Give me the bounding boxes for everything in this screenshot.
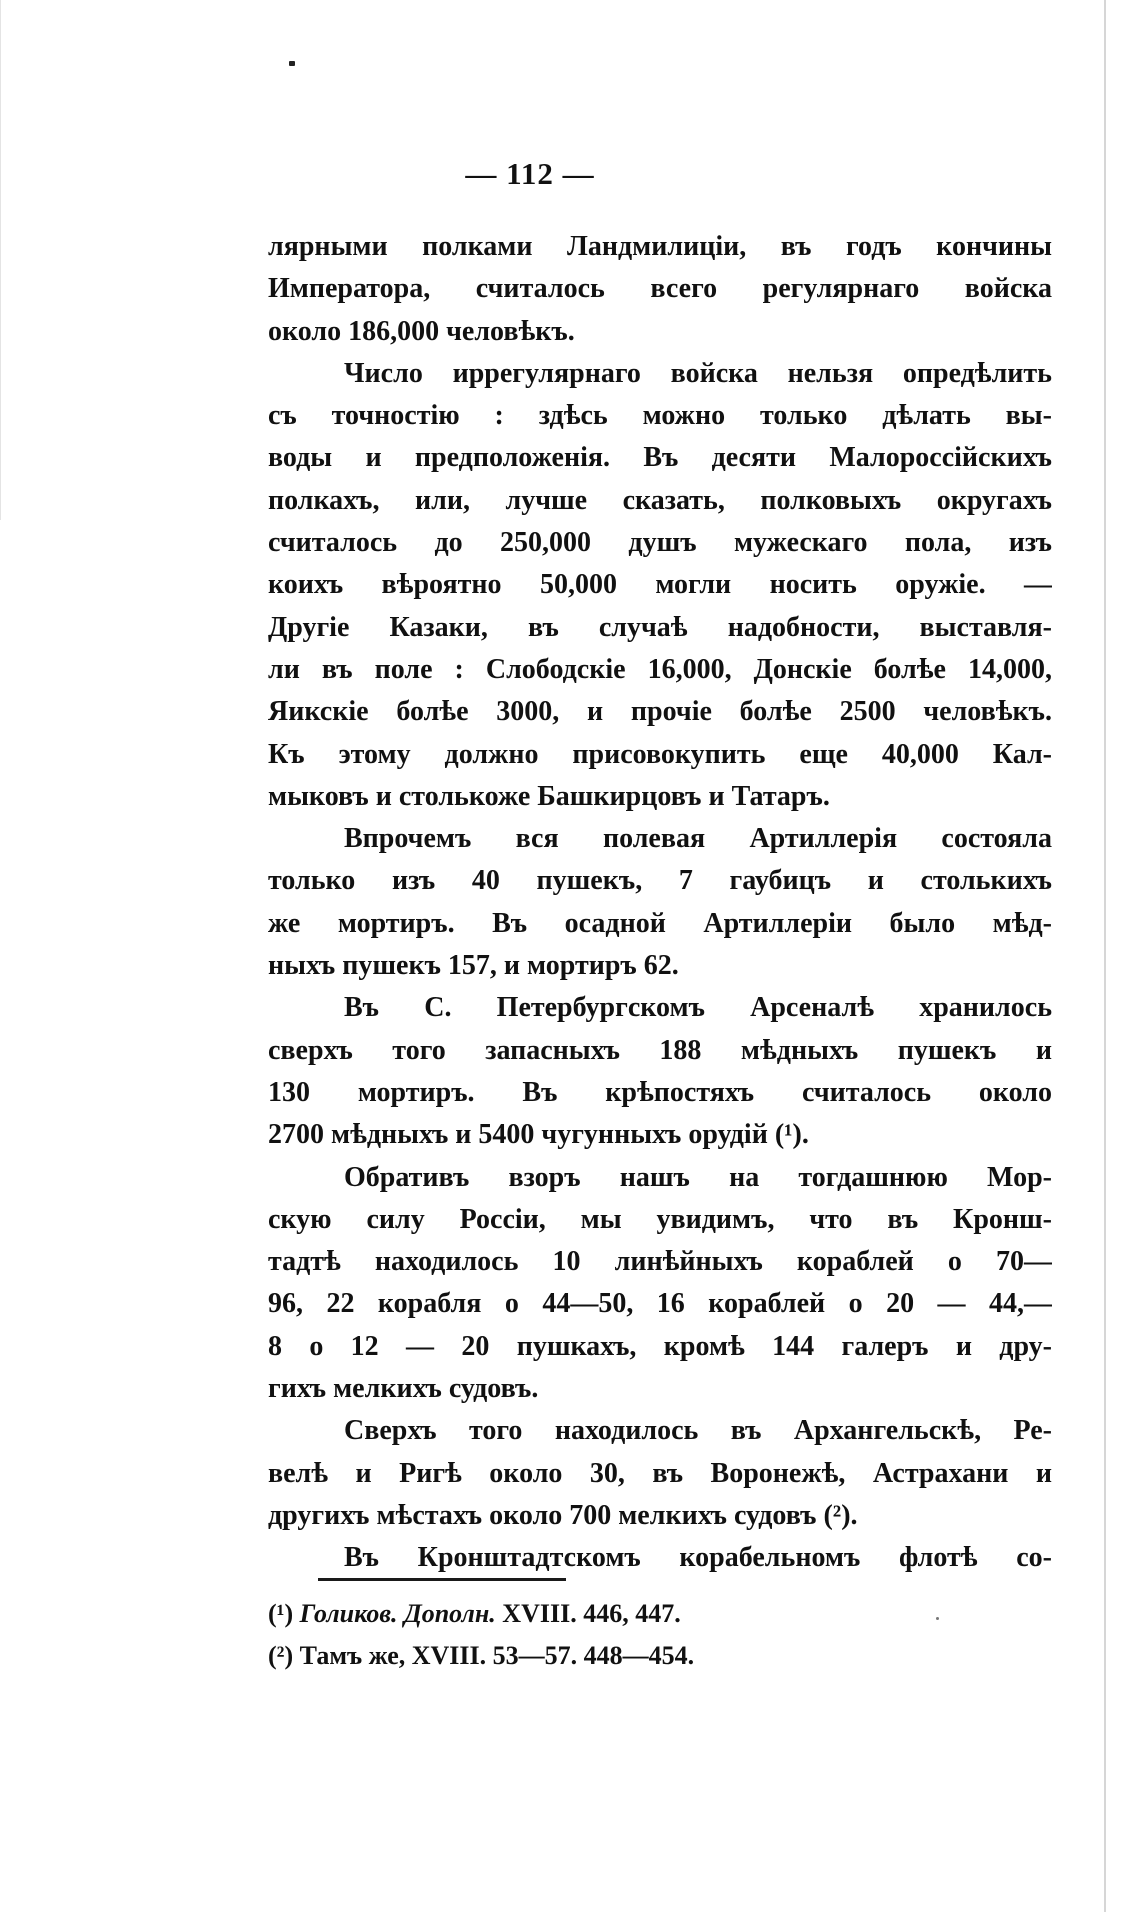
text-line: лярными полками Ландмилиціи, въ годъ кончины [268,231,1052,262]
footnote-ref: XVIII. 446, 447. [502,1599,681,1628]
text-line: воды и предположенія. Въ десяти Малороссійскихъ [268,442,1052,474]
footnote-1 [268,1593,1052,1635]
text-line: съ точностію : здѣсь можно только дѣлать вы- [268,400,1052,432]
text-line: только изъ 40 пушекъ, 7 гаубицъ и столькихъ [268,865,1052,897]
text-line: другихъ мѣстахъ около 700 мелкихъ судовъ (²). [268,1499,858,1531]
text-line: сверхъ того запасныхъ 188 мѣдныхъ пушекъ и [268,1034,1052,1066]
text-line: Впрочемъ вся полевая Артиллерія состояла [344,823,1052,855]
body-text [268,226,1052,1580]
text-line: около 186,000 человѣкъ. [268,315,575,347]
text-line: Сверхъ того находилось въ Архангельскѣ, Ре- [344,1415,1052,1447]
text-line: 130 мортиръ. Въ крѣпостяхъ считалось около [268,1076,1052,1108]
text-line: Яикскіе болѣе 3000, и прочіе болѣе 2500 человѣкъ. [268,696,1052,728]
text-line: ныхъ пушекъ 157, и мортиръ 62. [268,950,679,982]
text-line: же мортиръ. Въ осадной Артиллеріи было мѣд- [268,907,1052,939]
right-page-edge [1104,0,1106,1912]
footnotes [268,1593,1052,1677]
text-line: Въ Кронштадтскомъ корабельномъ флотѣ со- [344,1542,1052,1574]
footnote-divider [318,1578,566,1581]
page-number: — 112 — [465,156,595,191]
text-line: коихъ вѣроятно 50,000 могли носить оружіе. — [268,569,1052,601]
text-line: Къ этому должно присовокупить еще 40,000 Кал- [268,738,1052,770]
print-speck [289,61,295,66]
text-line: 2700 мѣдныхъ и 5400 чугунныхъ орудій (¹). [268,1119,809,1151]
text-line: Обративъ взоръ нашъ на тогдашнюю Мор- [344,1161,1052,1193]
text-line: мыковъ и столькоже Башкирцовъ и Татаръ. [268,780,830,812]
text-line: скую силу Россіи, мы увидимъ, что въ Кронш- [268,1203,1052,1235]
left-page-edge [0,0,1,520]
text-line: считалось до 250,000 душъ мужескаго пола, изъ [268,527,1052,559]
footnote-mark: (²) [268,1641,294,1670]
text-line: гихъ мелкихъ судовъ. [268,1373,539,1405]
footnote-source: Тамъ же, [299,1641,406,1670]
text-line: 96, 22 корабля о 44—50, 16 кораблей о 20 — 44,— [268,1288,1052,1320]
footnote-ref: XVIII. 53—57. 448—454. [411,1641,695,1670]
text-line: Число иррегулярнаго войска нельзя опредѣлить [344,357,1052,389]
footnote-mark: (¹) [268,1599,294,1628]
text-line: ли въ поле : Слободскіе 16,000, Донскіе болѣе 14,000, [268,653,1052,685]
text-line: Другіе Казаки, въ случаѣ надобности, выставля- [268,611,1052,643]
text-line: Въ С. Петербургскомъ Арсеналѣ хранилось [344,992,1052,1024]
text-line: велѣ и Ригѣ около 30, въ Воронежѣ, Астрахани и [268,1457,1052,1489]
footnote-source: Голиков. Дополн. [299,1599,496,1628]
text-line: полкахъ, или, лучше сказать, полковыхъ округахъ [268,484,1052,516]
text-line: 8 о 12 — 20 пушкахъ, кромѣ 144 галеръ и дру- [268,1330,1052,1362]
footnote-2 [268,1635,1052,1677]
text-line: Императора, считалось всего регулярнаго войска [268,273,1052,305]
text-line: тадтѣ находилось 10 линѣйныхъ кораблей о 70— [268,1246,1052,1278]
